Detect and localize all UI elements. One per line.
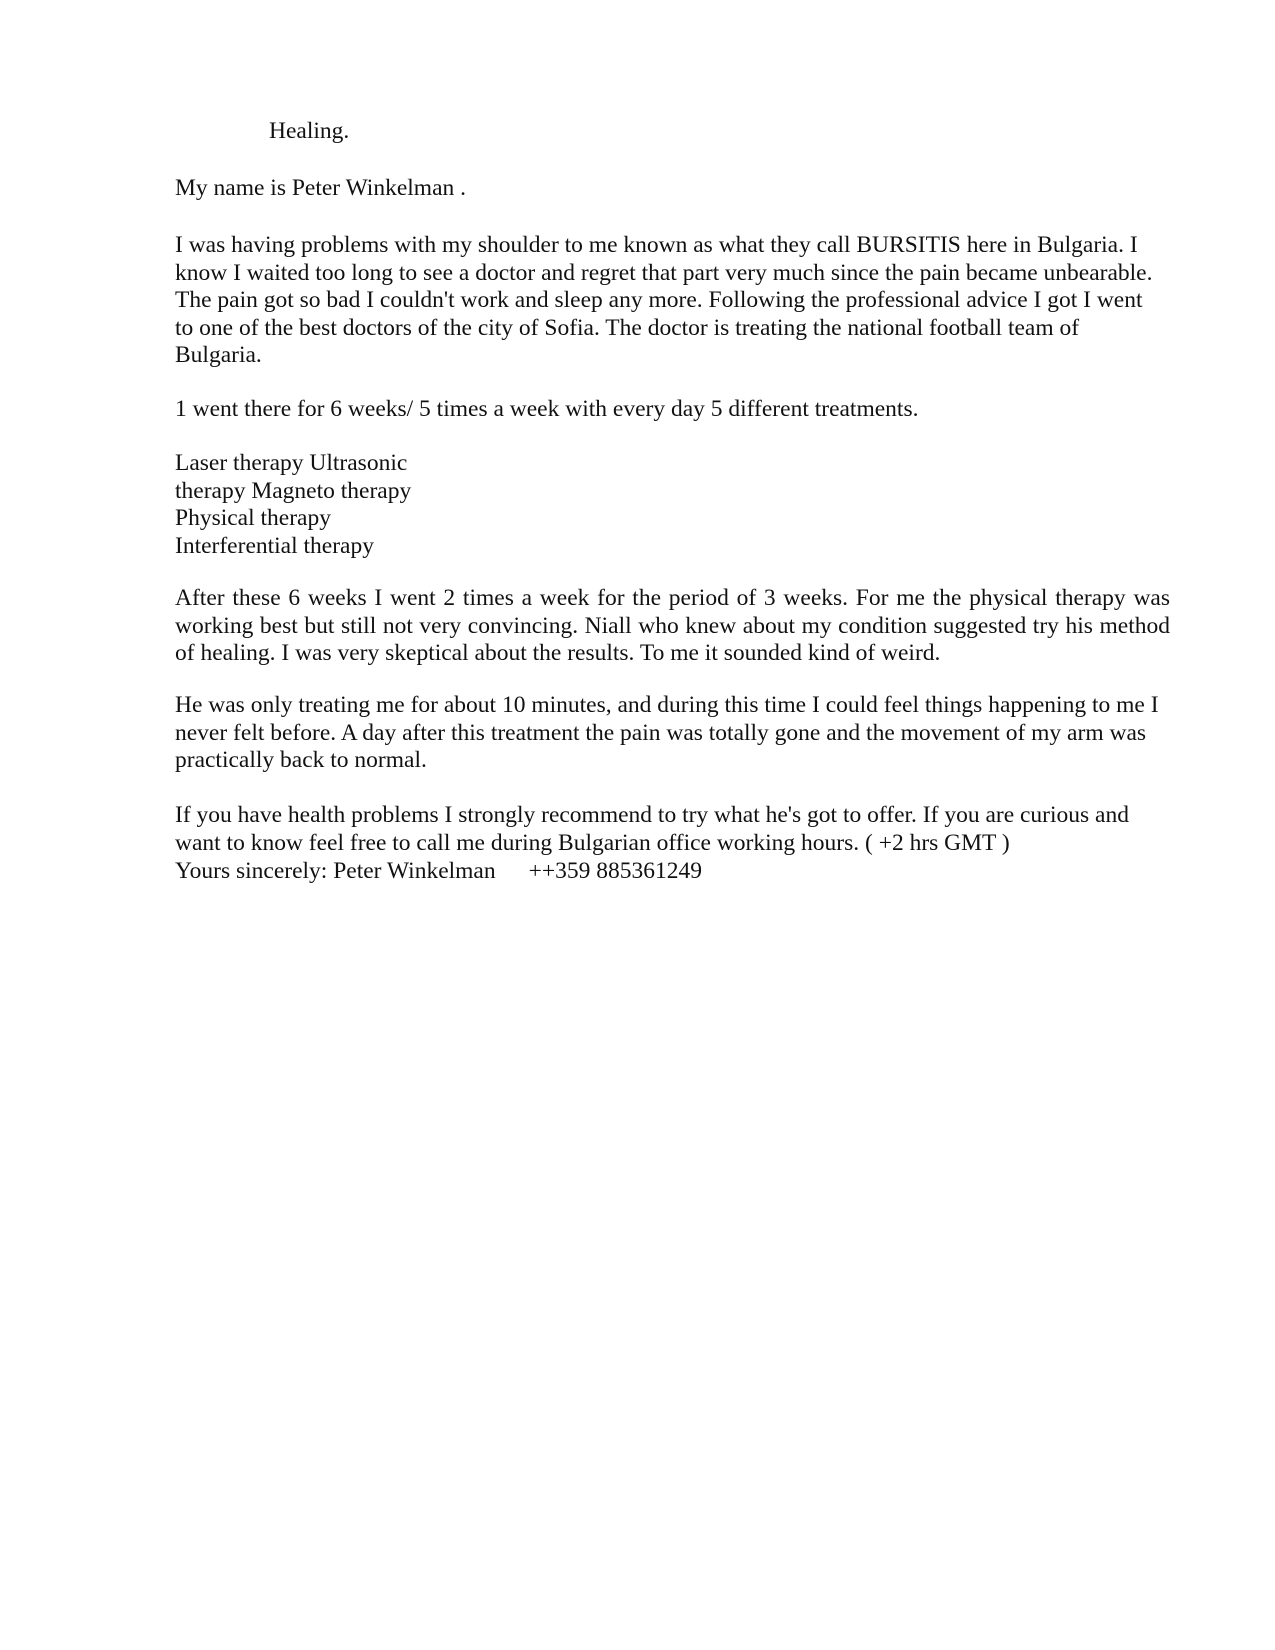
after-paragraph: After these 6 weeks I went 2 times a week for the period of 3 weeks. For me the physical therapy was working best but still not very convincing. Niall who knew about my condition suggested try his method of healing. I was very skeptical about the results. To me it sounded kind of weird. — [175, 585, 1170, 666]
treatment-line: Physical therapy — [175, 505, 331, 531]
treatment-line: therapy Magneto therapy — [175, 477, 412, 504]
document-title: Healing. — [269, 118, 350, 144]
treatment-result-paragraph: He was only treating me for about 10 minutes, and during this time I could feel things happening to me I never felt before. A day after this treatment the pain was totally gone and the movement of my arm was practically back to normal. — [175, 692, 1159, 773]
signature-closing: Yours sincerely: Peter Winkelman — [175, 858, 496, 884]
treatment-list — [175, 450, 411, 560]
intro-paragraph: My name is Peter Winkelman . — [175, 175, 467, 201]
schedule-paragraph: 1 went there for 6 weeks/ 5 times a week with every day 5 different treatments. — [175, 396, 919, 422]
signature-line — [175, 858, 702, 886]
treatment-line: Interferential therapy — [175, 532, 374, 559]
phone-number: ++359 885361249 — [528, 858, 703, 884]
bursitis-paragraph: I was having problems with my shoulder to me known as what they call BURSITIS here in Bulgaria. I know I waited too long to see a doctor and regret that part very much since the pain became unbearable. The pain got so bad I couldn't work and sleep any more. Following the professional advice I got I went to one of the best doctors of the city of Sofia. The doctor is treating the national football team of Bulgaria. — [175, 232, 1153, 368]
treatment-line: Laser therapy Ultrasonic — [175, 450, 408, 476]
recommendation-paragraph: If you have health problems I strongly recommend to try what he's got to offer. If you are curious and want to know feel free to call me during Bulgarian office working hours. ( +2 hrs GMT ) — [175, 802, 1129, 856]
